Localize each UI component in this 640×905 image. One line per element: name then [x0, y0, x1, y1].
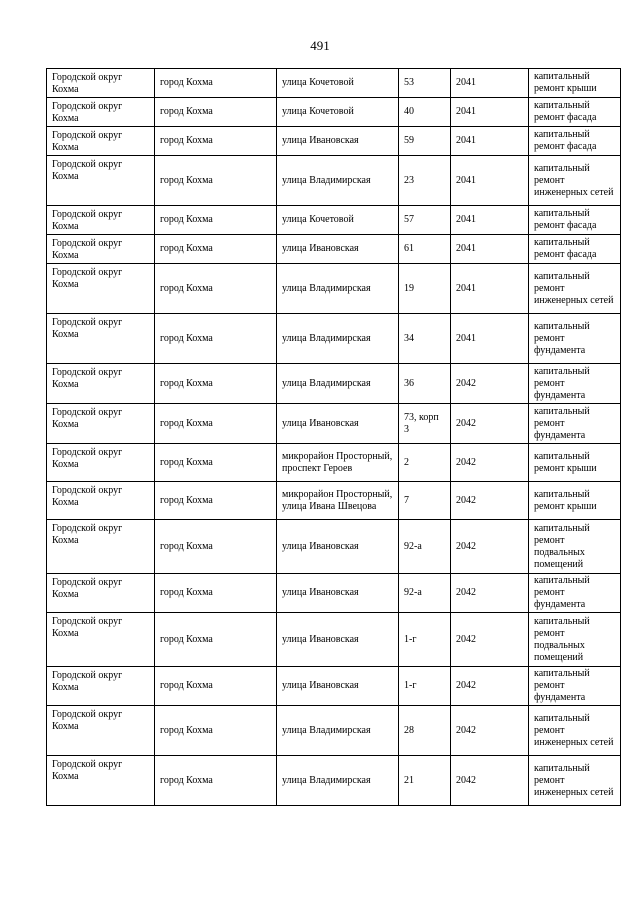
work-type-cell: капитальный ремонт фундамента — [529, 574, 621, 613]
street-cell: улица Владимирская — [277, 706, 399, 756]
work-type-cell: капитальный ремонт фундамента — [529, 364, 621, 404]
table-row — [47, 482, 621, 520]
year-cell: 2042 — [451, 482, 529, 520]
table-row — [47, 98, 621, 127]
table-row — [47, 574, 621, 613]
district-cell: Городской округ Кохма — [47, 314, 155, 364]
street-cell: улица Ивановская — [277, 235, 399, 264]
house-cell: 57 — [399, 206, 451, 235]
year-cell: 2042 — [451, 756, 529, 806]
work-type-cell: капитальный ремонт инженерных сетей — [529, 706, 621, 756]
table-row — [47, 206, 621, 235]
street-cell: улица Ивановская — [277, 127, 399, 156]
year-cell: 2041 — [451, 206, 529, 235]
street-cell: улица Ивановская — [277, 667, 399, 706]
town-cell: город Кохма — [155, 574, 277, 613]
year-cell: 2041 — [451, 314, 529, 364]
town-cell: город Кохма — [155, 667, 277, 706]
town-cell: город Кохма — [155, 127, 277, 156]
table-row — [47, 613, 621, 667]
district-cell: Городской округ Кохма — [47, 482, 155, 520]
town-cell: город Кохма — [155, 235, 277, 264]
year-cell: 2042 — [451, 364, 529, 404]
town-cell: город Кохма — [155, 520, 277, 574]
house-cell: 21 — [399, 756, 451, 806]
work-type-cell: капитальный ремонт инженерных сетей — [529, 264, 621, 314]
house-cell: 19 — [399, 264, 451, 314]
table-row — [47, 706, 621, 756]
repair-schedule-table — [46, 68, 621, 806]
work-type-cell: капитальный ремонт фасада — [529, 98, 621, 127]
town-cell: город Кохма — [155, 404, 277, 444]
street-cell: улица Владимирская — [277, 156, 399, 206]
town-cell: город Кохма — [155, 482, 277, 520]
house-cell: 34 — [399, 314, 451, 364]
work-type-cell: капитальный ремонт фундамента — [529, 404, 621, 444]
district-cell: Городской округ Кохма — [47, 574, 155, 613]
work-type-cell: капитальный ремонт подвальных помещений — [529, 520, 621, 574]
district-cell: Городской округ Кохма — [47, 206, 155, 235]
house-cell: 1-г — [399, 613, 451, 667]
district-cell: Городской округ Кохма — [47, 69, 155, 98]
house-cell: 53 — [399, 69, 451, 98]
district-cell: Городской округ Кохма — [47, 613, 155, 667]
house-cell: 92-а — [399, 520, 451, 574]
street-cell: улица Кочетовой — [277, 69, 399, 98]
year-cell: 2042 — [451, 574, 529, 613]
town-cell: город Кохма — [155, 364, 277, 404]
work-type-cell: капитальный ремонт подвальных помещений — [529, 613, 621, 667]
house-cell: 59 — [399, 127, 451, 156]
street-cell: улица Владимирская — [277, 264, 399, 314]
house-cell: 2 — [399, 444, 451, 482]
district-cell: Городской округ Кохма — [47, 156, 155, 206]
page-number: 491 — [310, 38, 330, 53]
house-cell: 73, корп 3 — [399, 404, 451, 444]
town-cell: город Кохма — [155, 444, 277, 482]
house-cell: 23 — [399, 156, 451, 206]
house-cell: 1-г — [399, 667, 451, 706]
work-type-cell: капитальный ремонт крыши — [529, 444, 621, 482]
district-cell: Городской округ Кохма — [47, 364, 155, 404]
work-type-cell: капитальный ремонт инженерных сетей — [529, 156, 621, 206]
work-type-cell: капитальный ремонт фасада — [529, 206, 621, 235]
town-cell: город Кохма — [155, 314, 277, 364]
year-cell: 2041 — [451, 235, 529, 264]
street-cell: улица Владимирская — [277, 314, 399, 364]
table-row — [47, 667, 621, 706]
house-cell: 40 — [399, 98, 451, 127]
district-cell: Городской округ Кохма — [47, 520, 155, 574]
street-cell: улица Владимирская — [277, 756, 399, 806]
table-row — [47, 264, 621, 314]
street-cell: улица Ивановская — [277, 520, 399, 574]
work-type-cell: капитальный ремонт крыши — [529, 482, 621, 520]
year-cell: 2042 — [451, 706, 529, 756]
year-cell: 2041 — [451, 69, 529, 98]
table-row — [47, 235, 621, 264]
year-cell: 2041 — [451, 98, 529, 127]
table-row — [47, 69, 621, 98]
table-row — [47, 756, 621, 806]
district-cell: Городской округ Кохма — [47, 706, 155, 756]
work-type-cell: капитальный ремонт фасада — [529, 235, 621, 264]
street-cell: улица Ивановская — [277, 613, 399, 667]
town-cell: город Кохма — [155, 69, 277, 98]
work-type-cell: капитальный ремонт инженерных сетей — [529, 756, 621, 806]
street-cell: улица Кочетовой — [277, 98, 399, 127]
work-type-cell: капитальный ремонт крыши — [529, 69, 621, 98]
street-cell: улица Кочетовой — [277, 206, 399, 235]
district-cell: Городской округ Кохма — [47, 235, 155, 264]
district-cell: Городской округ Кохма — [47, 264, 155, 314]
year-cell: 2041 — [451, 127, 529, 156]
house-cell: 36 — [399, 364, 451, 404]
year-cell: 2042 — [451, 667, 529, 706]
work-type-cell: капитальный ремонт фундамента — [529, 667, 621, 706]
table-row — [47, 314, 621, 364]
house-cell: 61 — [399, 235, 451, 264]
table-row — [47, 404, 621, 444]
street-cell: улица Владимирская — [277, 364, 399, 404]
town-cell: город Кохма — [155, 756, 277, 806]
year-cell: 2042 — [451, 613, 529, 667]
street-cell: улица Ивановская — [277, 574, 399, 613]
street-cell: микрорайон Просторный, проспект Героев — [277, 444, 399, 482]
district-cell: Городской округ Кохма — [47, 98, 155, 127]
town-cell: город Кохма — [155, 206, 277, 235]
year-cell: 2042 — [451, 520, 529, 574]
district-cell: Городской округ Кохма — [47, 127, 155, 156]
year-cell: 2042 — [451, 404, 529, 444]
street-cell: улица Ивановская — [277, 404, 399, 444]
work-type-cell: капитальный ремонт фундамента — [529, 314, 621, 364]
town-cell: город Кохма — [155, 98, 277, 127]
town-cell: город Кохма — [155, 156, 277, 206]
district-cell: Городской округ Кохма — [47, 756, 155, 806]
table-body — [47, 69, 621, 806]
year-cell: 2041 — [451, 156, 529, 206]
district-cell: Городской округ Кохма — [47, 404, 155, 444]
town-cell: город Кохма — [155, 706, 277, 756]
town-cell: город Кохма — [155, 613, 277, 667]
table-row — [47, 156, 621, 206]
table-row — [47, 364, 621, 404]
year-cell: 2041 — [451, 264, 529, 314]
street-cell: микрорайон Просторный, улица Ивана Швецова — [277, 482, 399, 520]
district-cell: Городской округ Кохма — [47, 444, 155, 482]
table-row — [47, 520, 621, 574]
year-cell: 2042 — [451, 444, 529, 482]
house-cell: 92-а — [399, 574, 451, 613]
table-row — [47, 444, 621, 482]
work-type-cell: капитальный ремонт фасада — [529, 127, 621, 156]
town-cell: город Кохма — [155, 264, 277, 314]
district-cell: Городской округ Кохма — [47, 667, 155, 706]
house-cell: 28 — [399, 706, 451, 756]
house-cell: 7 — [399, 482, 451, 520]
table-row — [47, 127, 621, 156]
